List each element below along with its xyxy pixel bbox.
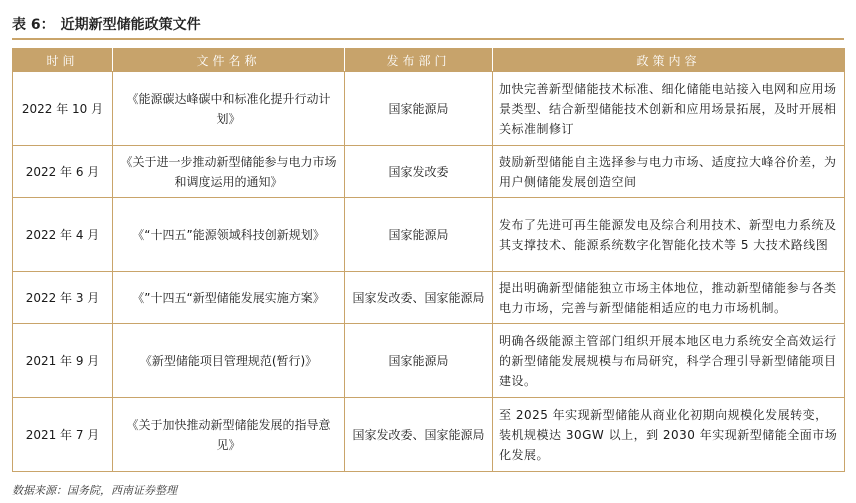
- cell-content: 明确各级能源主管部门组织开展本地区电力系统安全高效运行的新型储能发展规模与布局研究，科学合理引导新型储能项目建设。: [493, 324, 845, 398]
- cell-dept: 国家发改委: [345, 146, 493, 198]
- column-header-name: 文件名称: [113, 49, 345, 72]
- cell-name: 《关于加快推动新型储能发展的指导意见》: [113, 398, 345, 472]
- cell-dept: 国家发改委、国家能源局: [345, 398, 493, 472]
- cell-name: 《“十四五”能源领域科技创新规划》: [113, 198, 345, 272]
- table-row: [13, 324, 845, 398]
- cell-dept: 国家能源局: [345, 72, 493, 146]
- cell-time: 2021 年 9 月: [13, 324, 113, 398]
- policy-table: [12, 48, 845, 472]
- cell-dept: 国家能源局: [345, 324, 493, 398]
- column-header-time: 时间: [13, 49, 113, 72]
- cell-dept: 国家能源局: [345, 198, 493, 272]
- table-header-row: [13, 49, 845, 72]
- cell-time: 2022 年 6 月: [13, 146, 113, 198]
- cell-time: 2022 年 3 月: [13, 272, 113, 324]
- table-row: [13, 198, 845, 272]
- table-row: [13, 272, 845, 324]
- table-number: 表 6：: [12, 17, 55, 33]
- cell-time: 2022 年 4 月: [13, 198, 113, 272]
- cell-content: 提出明确新型储能独立市场主体地位，推动新型储能参与各类电力市场，完善与新型储能相适应的电力市场机制。: [493, 272, 845, 324]
- column-header-content: 政策内容: [493, 49, 845, 72]
- cell-name: 《”十四五“新型储能发展实施方案》: [113, 272, 345, 324]
- cell-content: 发布了先进可再生能源发电及综合利用技术、新型电力系统及其支撑技术、能源系统数字化智能化技术等 5 大技术路线图: [493, 198, 845, 272]
- cell-time: 2022 年 10 月: [13, 72, 113, 146]
- cell-content: 至 2025 年实现新型储能从商业化初期向规模化发展转变，装机规模达 30GW 以上，到 2030 年实现新型储能全面市场化发展。: [493, 398, 845, 472]
- table-row: [13, 398, 845, 472]
- column-header-dept: 发布部门: [345, 49, 493, 72]
- cell-content: 鼓励新型储能自主选择参与电力市场、适度拉大峰谷价差，为用户侧储能发展创造空间: [493, 146, 845, 198]
- cell-name: 《关于进一步推动新型储能参与电力市场和调度运用的通知》: [113, 146, 345, 198]
- cell-name: 《能源碳达峰碳中和标准化提升行动计划》: [113, 72, 345, 146]
- cell-dept: 国家发改委、国家能源局: [345, 272, 493, 324]
- table-title-text: 近期新型储能政策文件: [60, 17, 201, 33]
- cell-content: 加快完善新型储能技术标准、细化储能电站接入电网和应用场景类型、结合新型储能技术创新和应用场景拓展，及时开展相关标准制修订: [493, 72, 845, 146]
- table-row: [13, 72, 845, 146]
- table-title: [12, 14, 844, 40]
- cell-time: 2021 年 7 月: [13, 398, 113, 472]
- data-source-note: 数据来源：国务院，西南证券整理: [12, 484, 177, 497]
- cell-name: 《新型储能项目管理规范(暂行)》: [113, 324, 345, 398]
- table-row: [13, 146, 845, 198]
